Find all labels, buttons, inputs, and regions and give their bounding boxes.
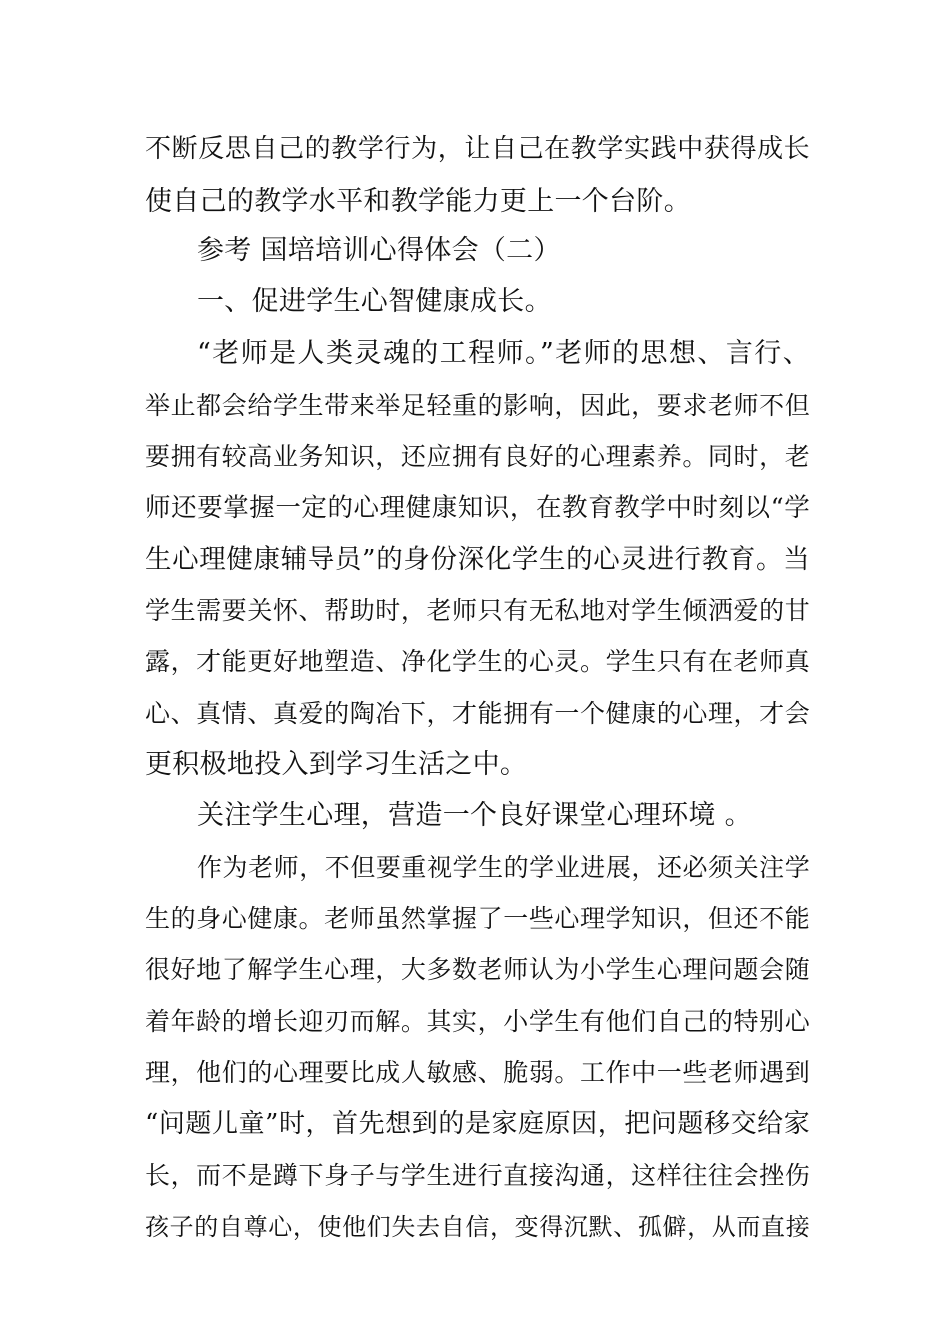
paragraph-line: 师还要掌握一定的心理健康知识，在教育教学中时刻以“学: [145, 493, 810, 523]
paragraph-line: 理，他们的心理要比成人敏感、脆弱。工作中一些老师遇到: [145, 1058, 810, 1087]
paragraph-line: 心、真情、真爱的陶冶下，才能拥有一个健康的心理，才会: [145, 699, 810, 728]
paragraph-line: “问题儿童”时，首先想到的是家庭原因，把问题移交给家: [145, 1109, 810, 1139]
paragraph-line: 不断反思自己的教学行为，让自己在教学实践中获得成长: [145, 134, 810, 164]
paragraph-line: 着年龄的增长迎刃而解。其实，小学生有他们自己的特别心: [145, 1007, 810, 1036]
paragraph-line: 作为老师，不但要重视学生的学业进展，还必须关注学: [197, 853, 810, 882]
paragraph-line: 生的身心健康。老师虽然掌握了一些心理学知识，但还不能: [145, 904, 810, 933]
paragraph-line: 生心理健康辅导员”的身份深化学生的心灵进行教育。当: [145, 544, 810, 575]
paragraph-line: 长，而不是蹲下身子与学生进行直接沟通，这样往往会挫伤: [145, 1161, 810, 1190]
paragraph-line: 更积极地投入到学习生活之中。: [145, 749, 528, 780]
paragraph-line: 露，才能更好地塑造、净化学生的心灵。学生只有在老师真: [145, 647, 810, 676]
paragraph-line: 学生需要关怀、帮助时，老师只有无私地对学生倾洒爱的甘: [145, 596, 810, 625]
subsection-heading: 关注学生心理，营造一个良好课堂心理环境 。: [197, 800, 752, 831]
paragraph-line: 很好地了解学生心理，大多数老师认为小学生心理问题会随: [145, 955, 810, 984]
paragraph-line: 举止都会给学生带来举足轻重的影响，因此，要求老师不但: [145, 391, 810, 420]
paragraph-line: “老师是人类灵魂的工程师。”老师的思想、言行、: [197, 338, 810, 369]
subsection-heading: 一、促进学生心智健康成长。: [197, 286, 552, 317]
paragraph-line: 孩子的自尊心，使他们失去自信，变得沉默、孤僻，从而直接: [145, 1213, 810, 1241]
paragraph-line: 使自己的教学水平和教学能力更上一个台阶。: [145, 186, 691, 217]
section-heading: 参考 国培培训心得体会（二）: [197, 235, 561, 266]
paragraph-line: 要拥有较高业务知识，还应拥有良好的心理素养。同时，老: [145, 442, 810, 471]
